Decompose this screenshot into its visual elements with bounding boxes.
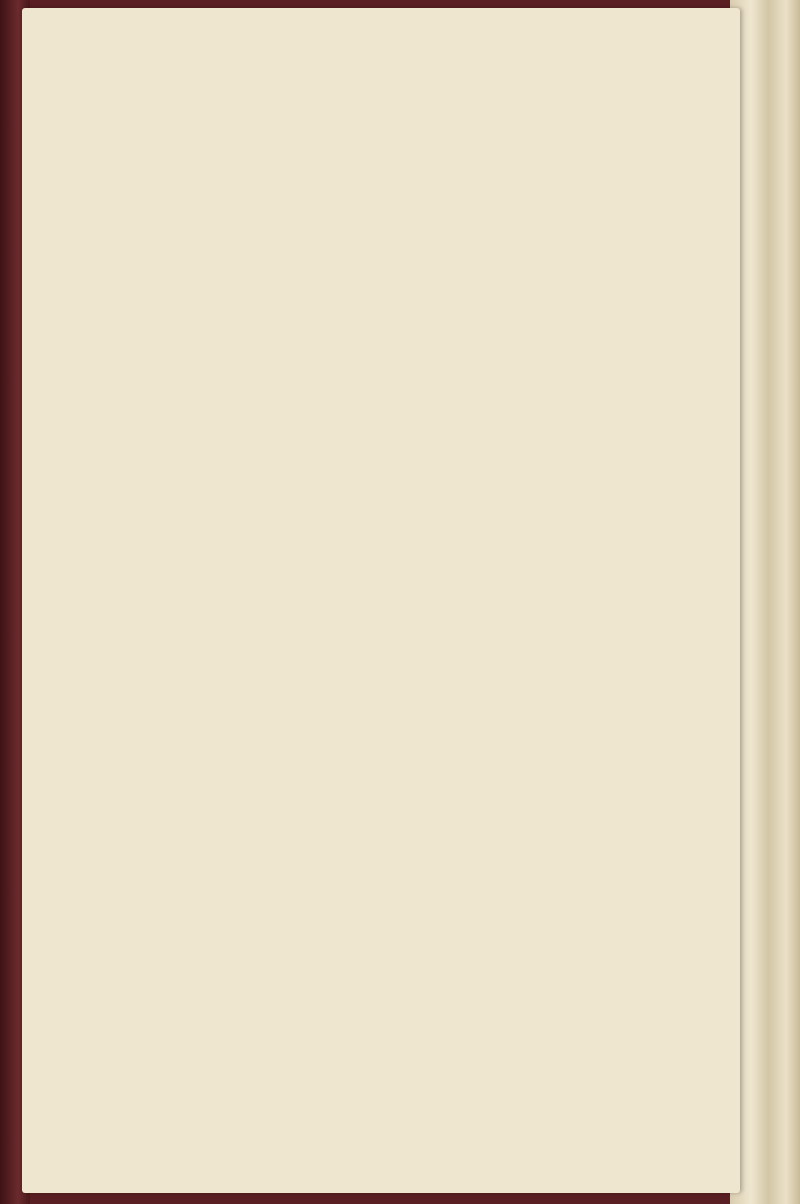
book-page [22, 8, 740, 1193]
top-column [58, 186, 712, 638]
page-edges [730, 0, 800, 1204]
bottom-column [58, 651, 712, 1091]
